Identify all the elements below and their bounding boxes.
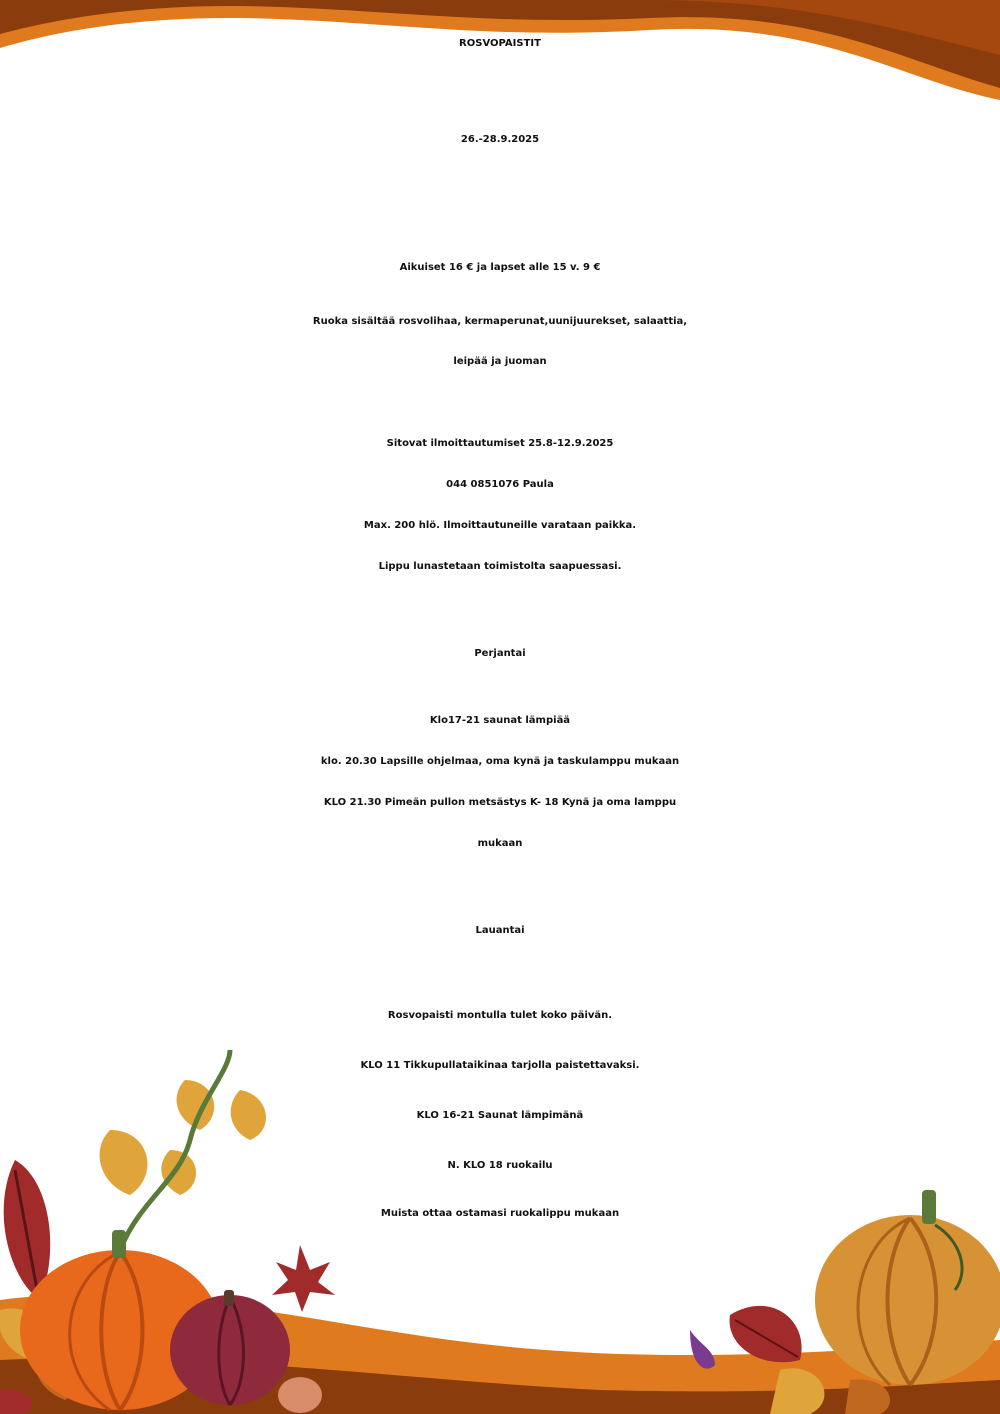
friday-item: klo. 20.30 Lapsille ohjelmaa, oma kynä ja taskulamppu mukaan [320, 756, 680, 767]
registration-period: Sitovat ilmoittautumiset 25.8-12.9.2025 [386, 438, 614, 449]
registration-phone: 044 0851076 Paula [446, 479, 554, 490]
friday-heading: Perjantai [474, 648, 526, 659]
ticket-note: Lippu lunastetaan toimistolta saapuessasi. [378, 561, 622, 572]
capacity-note: Max. 200 hlö. Ilmoittautuneille varataan paikka. [363, 520, 637, 531]
price-line: Aikuiset 16 € ja lapset alle 15 v. 9 € [399, 262, 601, 273]
menu-line-2: leipää ja juoman [453, 356, 547, 367]
saturday-item: Muista ottaa ostamasi ruokalippu mukaan [380, 1208, 620, 1219]
saturday-item: KLO 16-21 Saunat lämpimänä [416, 1110, 584, 1121]
friday-item: KLO 21.30 Pimeän pullon metsästys K- 18 Kynä ja oma lamppu [323, 797, 677, 808]
saturday-heading: Lauantai [475, 925, 525, 936]
saturday-item: KLO 11 Tikkupullataikinaa tarjolla paistettavaksi. [360, 1060, 640, 1071]
page-title: ROSVOPAISTIT [459, 38, 541, 49]
menu-line-1: Ruoka sisältää rosvolihaa, kermaperunat,uunijuurekset, salaattia, [312, 316, 688, 327]
friday-item: mukaan [477, 838, 523, 849]
friday-item: Klo17-21 saunat lämpiää [429, 715, 571, 726]
event-dates: 26.-28.9.2025 [460, 134, 540, 145]
saturday-item: N. KLO 18 ruokailu [447, 1160, 553, 1171]
saturday-item: Rosvopaisti montulla tulet koko päivän. [387, 1010, 613, 1021]
